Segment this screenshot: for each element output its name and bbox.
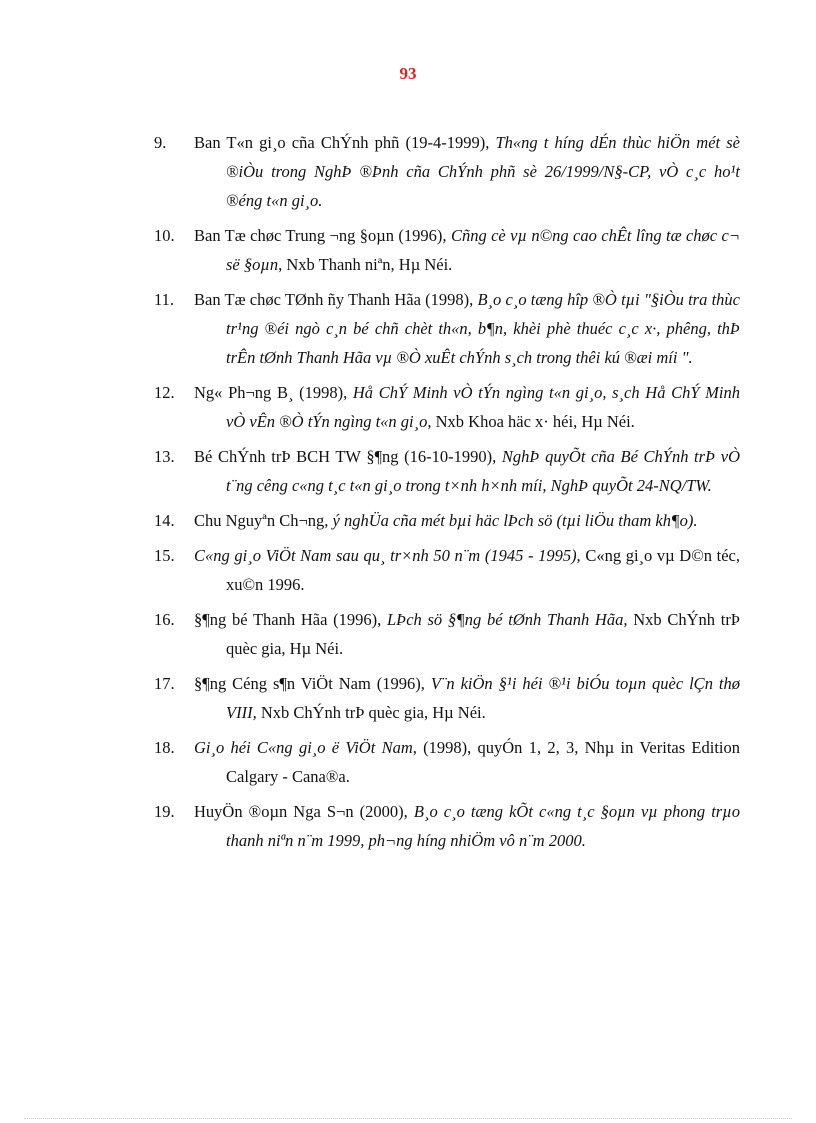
reference-text: Ng« Ph¬ng B¸ (1998), (194, 383, 353, 402)
reference-item (154, 285, 740, 372)
reference-text: HuyÖn ®oµn Nga S¬n (2000), (194, 802, 414, 821)
page-bottom-rule (24, 1118, 792, 1119)
reference-text: Nxb ChÝnh trÞ quèc gia, Hµ Néi. (226, 610, 740, 658)
reference-number: 11. (154, 290, 175, 309)
reference-item (154, 221, 740, 279)
reference-title: LÞch sö §¶ng bé tØnh Thanh Hãa, (386, 610, 628, 629)
reference-title: Th«ng t híng dÉn thùc hiÖn mét sè ®iÒu trong NghÞ ®Þnh cña ChÝnh phñ sè 26/1999/N§-CP, vÒ c¸c ho¹t ®éng t«n gi¸o. (226, 133, 740, 210)
reference-text: §¶ng Céng s¶n ViÖt Nam (1996), (194, 674, 431, 693)
reference-item (154, 605, 740, 663)
reference-text: Ban T«n gi¸o cña ChÝnh phñ (19-4-1999), (194, 133, 496, 152)
reference-number: 15. (154, 546, 175, 565)
reference-text: , Nxb Khoa häc x· héi, Hµ Néi. (427, 412, 635, 431)
reference-item (154, 797, 740, 855)
reference-title: Cñng cè vµ n©ng cao chÊt lîng tæ chøc c¬ së §oµn (226, 226, 740, 274)
reference-item (154, 669, 740, 727)
reference-title: B¸o c¸o tæng kÕt c«ng t¸c §oµn vµ phong trµo thanh niªn n¨m 1999, ph¬ng híng nhiÖm vô n¨m 2000. (226, 802, 740, 850)
reference-title: NghÞ quyÕt cña Bé ChÝnh trÞ vÒ t¨ng cêng c«ng t¸c t«n gi¸o trong t×nh h×nh míi, NghÞ quyÕt 24-NQ/TW. (226, 447, 741, 495)
reference-text: , (1998), quyÓn 1, 2, 3, Nhµ in Veritas Edition Calgary - Cana®a. (226, 738, 741, 786)
reference-text: , Nxb Thanh niªn, Hµ Néi. (278, 255, 453, 274)
reference-title: Hå ChÝ Minh vÒ tÝn ngìng t«n gi¸o, s¸ch Hå ChÝ Minh vÒ vÊn ®Ò tÝn ngìng t«n gi¸o (226, 383, 741, 431)
reference-number: 12. (154, 383, 175, 402)
page-number: 93 (399, 64, 417, 83)
reference-text: Chu Nguyªn Ch¬ng, (194, 511, 333, 530)
reference-title: V¨n kiÖn §¹i héi ®¹i biÓu toµn quèc lÇn thø VIII, (226, 674, 740, 722)
reference-title: ý nghÜa cña mét bµi häc lÞch sö (tµi liÖu tham kh¶o). (332, 511, 698, 530)
reference-text: Ban Tæ chøc TØnh ñy Thanh Hãa (1998), (194, 290, 478, 309)
reference-item (154, 128, 740, 215)
reference-item (154, 733, 740, 791)
reference-number: 13. (154, 447, 175, 466)
reference-item (154, 506, 740, 535)
reference-number: 10. (154, 226, 175, 245)
reference-number: 18. (154, 738, 175, 757)
reference-title: C«ng gi¸o ViÖt Nam sau qu¸ tr×nh 50 n¨m (1945 - 1995), (194, 546, 586, 565)
reference-text: Nxb ChÝnh trÞ quèc gia, Hµ Néi. (256, 703, 486, 722)
reference-text: C«ng gi¸o vµ D©n téc, xu©n 1996. (226, 546, 740, 594)
reference-number: 19. (154, 802, 175, 821)
reference-item (154, 378, 740, 436)
reference-text: §¶ng bé Thanh Hãa (1996), (194, 610, 387, 629)
reference-title: Gi¸o héi C«ng gi¸o ë ViÖt Nam (194, 738, 413, 757)
reference-text: Bé ChÝnh trÞ BCH TW §¶ng (16-10-1990), (194, 447, 502, 466)
reference-number: 9. (154, 133, 167, 152)
reference-title: B¸o c¸o tæng hîp ®Ò tµi "§iÒu tra thùc tr¹ng ®éi ngò c¸n bé chñ chèt th«n, b¶n, khèi phè thuéc c¸c x·, phêng, thÞ trÊn tØnh Thanh Hãa vµ ®Ò xuÊt chÝnh s¸ch trong thêi kú ®æi míi ". (226, 290, 740, 367)
reference-text: Ban Tæ chøc Trung ¬ng §oµn (1996), (194, 226, 451, 245)
reference-number: 16. (154, 610, 175, 629)
reference-item (154, 541, 740, 599)
reference-number: 14. (154, 511, 175, 530)
reference-item (154, 442, 740, 500)
reference-list (154, 128, 740, 861)
reference-number: 17. (154, 674, 175, 693)
